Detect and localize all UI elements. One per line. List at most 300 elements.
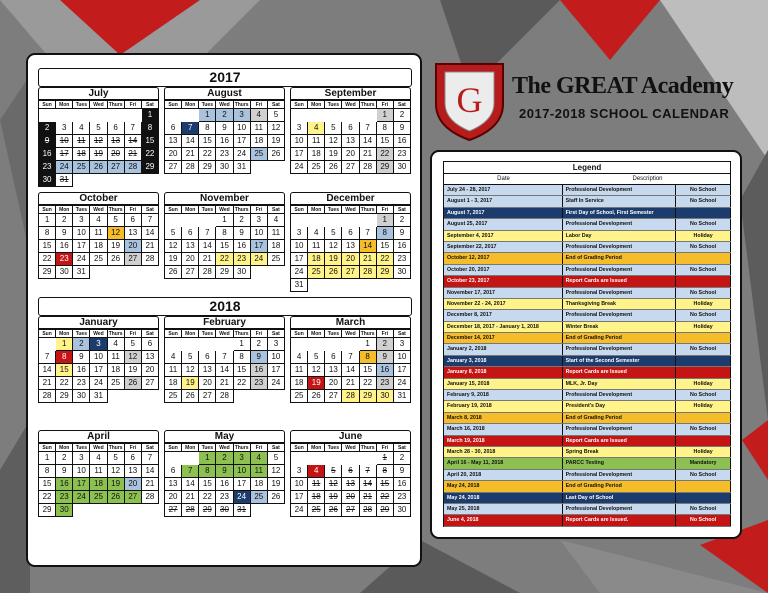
day-cell: 29 — [377, 266, 394, 279]
weekday-header: Sat — [142, 101, 159, 109]
weekday-header: Thurs — [108, 444, 125, 452]
day-cell: 21 — [216, 377, 233, 390]
legend-row — [444, 253, 731, 264]
legend-type: No School — [676, 504, 731, 514]
day-cell: 17 — [56, 148, 73, 161]
empty-cell — [39, 338, 56, 351]
day-cell: 24 — [73, 491, 90, 504]
day-cell: 14 — [216, 364, 233, 377]
empty-cell — [182, 214, 199, 227]
day-cell: 3 — [56, 122, 73, 135]
legend-type: Holiday — [676, 447, 731, 457]
day-cell: 5 — [325, 227, 342, 240]
legend-type — [676, 276, 731, 286]
legend-description: Report Cards are Issued. — [563, 515, 677, 525]
day-cell: 3 — [291, 122, 308, 135]
day-cell: 4 — [308, 227, 325, 240]
legend-date: June 4, 2018 — [444, 515, 563, 525]
day-cell: 30 — [234, 266, 251, 279]
legend-description: Thanksgiving Break — [563, 299, 677, 309]
weekday-header: Sat — [268, 206, 285, 214]
weekday-header: Thurs — [234, 444, 251, 452]
day-cell: 9 — [73, 351, 90, 364]
legend-description: Professional Development — [563, 470, 677, 480]
day-cell: 30 — [377, 390, 394, 403]
day-cell: 18 — [73, 148, 90, 161]
legend-row — [444, 310, 731, 321]
day-cell: 1 — [39, 452, 56, 465]
empty-cell — [291, 214, 308, 227]
day-cell: 14 — [360, 478, 377, 491]
day-cell: 12 — [108, 227, 125, 240]
day-cell: 19 — [165, 253, 182, 266]
day-cell: 3 — [73, 214, 90, 227]
day-cell: 2 — [394, 109, 411, 122]
legend-type: Holiday — [676, 401, 731, 411]
empty-cell — [165, 109, 182, 122]
day-cell: 31 — [234, 161, 251, 174]
day-cell: 17 — [394, 364, 411, 377]
weekday-header: Sun — [291, 444, 308, 452]
day-cell: 25 — [90, 491, 107, 504]
school-name: The GREAT Academy — [512, 73, 734, 99]
weekday-header: Thurs — [234, 330, 251, 338]
day-cell: 5 — [90, 122, 107, 135]
legend-description: Professional Development — [563, 219, 677, 229]
weekday-header: Mon — [182, 101, 199, 109]
weekday-header: Mon — [56, 206, 73, 214]
day-cell: 1 — [377, 214, 394, 227]
legend-description: End of Grading Period — [563, 333, 677, 343]
legend-type: No School — [676, 310, 731, 320]
weekday-header: Mon — [182, 444, 199, 452]
legend-description: Winter Break — [563, 322, 677, 332]
day-cell: 26 — [268, 491, 285, 504]
day-cell: 17 — [234, 478, 251, 491]
day-cell: 23 — [73, 377, 90, 390]
day-cell: 27 — [125, 491, 142, 504]
weekday-header: Fri — [125, 330, 142, 338]
legend-row — [444, 196, 731, 207]
legend-description: End of Grading Period — [563, 253, 677, 263]
day-cell: 20 — [125, 240, 142, 253]
day-cell: 24 — [291, 266, 308, 279]
legend-description: PARCC Testing — [563, 458, 677, 468]
day-cell: 25 — [90, 253, 107, 266]
legend-date: April 16 - May 11, 2018 — [444, 458, 563, 468]
day-cell: 2 — [56, 214, 73, 227]
month-december — [290, 192, 411, 301]
day-cell: 4 — [291, 351, 308, 364]
day-cell: 21 — [142, 478, 159, 491]
day-cell: 8 — [199, 122, 216, 135]
day-cell: 22 — [377, 148, 394, 161]
day-cell: 4 — [251, 109, 268, 122]
empty-cell — [90, 109, 107, 122]
year-heading-2017: 2017 — [38, 68, 412, 87]
day-cell: 2 — [216, 452, 233, 465]
day-cell: 6 — [125, 214, 142, 227]
month-grid — [290, 443, 411, 517]
legend-description: Professional Development — [563, 504, 677, 514]
calendar-subtitle: 2017-2018 SCHOOL CALENDAR — [519, 106, 730, 121]
day-cell: 6 — [199, 351, 216, 364]
day-cell: 7 — [360, 227, 377, 240]
day-cell: 22 — [377, 491, 394, 504]
day-cell: 27 — [325, 390, 342, 403]
weekday-header: Thurs — [360, 330, 377, 338]
legend-description: Start of the Second Semester — [563, 356, 677, 366]
day-cell: 18 — [90, 478, 107, 491]
day-cell: 12 — [268, 122, 285, 135]
legend-row — [444, 276, 731, 287]
month-title: July — [38, 87, 159, 100]
day-cell: 6 — [182, 227, 199, 240]
day-cell: 28 — [360, 504, 377, 517]
day-cell: 9 — [377, 351, 394, 364]
day-cell: 1 — [360, 338, 377, 351]
legend-row — [444, 356, 731, 367]
day-cell: 2 — [56, 452, 73, 465]
day-cell: 9 — [234, 227, 251, 240]
day-cell: 17 — [90, 364, 107, 377]
day-cell: 6 — [142, 338, 159, 351]
weekday-header: Mon — [56, 101, 73, 109]
day-cell: 15 — [39, 240, 56, 253]
day-cell: 30 — [56, 504, 73, 517]
day-cell: 23 — [377, 377, 394, 390]
day-cell: 28 — [182, 504, 199, 517]
day-cell: 22 — [39, 491, 56, 504]
day-cell: 10 — [251, 227, 268, 240]
weekday-header: Mon — [182, 330, 199, 338]
day-cell: 5 — [125, 338, 142, 351]
day-cell: 16 — [394, 240, 411, 253]
empty-cell — [325, 452, 342, 465]
day-cell: 19 — [325, 253, 342, 266]
weekday-header: Sat — [268, 330, 285, 338]
day-cell: 13 — [165, 135, 182, 148]
weekday-header: Wed — [216, 206, 233, 214]
empty-cell — [308, 452, 325, 465]
legend-type: No School — [676, 219, 731, 229]
day-cell: 19 — [108, 240, 125, 253]
day-cell: 26 — [325, 266, 342, 279]
day-cell: 15 — [377, 135, 394, 148]
legend-date: October 23, 2017 — [444, 276, 563, 286]
day-cell: 1 — [56, 338, 73, 351]
day-cell: 31 — [56, 174, 73, 187]
day-cell: 10 — [291, 135, 308, 148]
day-cell: 26 — [325, 504, 342, 517]
legend-row — [444, 219, 731, 230]
day-cell: 7 — [342, 351, 359, 364]
legend-date: November 17, 2017 — [444, 288, 563, 298]
day-cell: 14 — [360, 135, 377, 148]
weekday-header: Mon — [308, 330, 325, 338]
day-cell: 13 — [342, 478, 359, 491]
day-cell: 7 — [182, 465, 199, 478]
day-cell: 7 — [360, 122, 377, 135]
day-cell: 17 — [291, 491, 308, 504]
legend-description: Spring Break — [563, 447, 677, 457]
day-cell: 30 — [394, 161, 411, 174]
day-cell: 8 — [39, 227, 56, 240]
day-cell: 26 — [165, 266, 182, 279]
day-cell: 13 — [199, 364, 216, 377]
day-cell: 15 — [377, 240, 394, 253]
empty-cell — [342, 214, 359, 227]
empty-cell — [360, 452, 377, 465]
legend-panel — [430, 150, 742, 539]
weekday-header: Tues — [73, 101, 90, 109]
day-cell: 23 — [394, 148, 411, 161]
day-cell: 20 — [342, 253, 359, 266]
empty-cell — [56, 109, 73, 122]
day-cell: 12 — [165, 240, 182, 253]
legend-date: September 22, 2017 — [444, 242, 563, 252]
weekday-header: Thurs — [360, 206, 377, 214]
day-cell: 3 — [90, 338, 107, 351]
day-cell: 13 — [342, 135, 359, 148]
legend-date: December 18, 2017 - January 1, 2018 — [444, 322, 563, 332]
day-cell: 13 — [142, 351, 159, 364]
month-grid — [38, 205, 159, 279]
day-cell: 3 — [394, 338, 411, 351]
legend-row — [444, 436, 731, 447]
legend-type — [676, 208, 731, 218]
day-cell: 12 — [125, 351, 142, 364]
weekday-header: Tues — [325, 206, 342, 214]
weekday-header: Fri — [377, 101, 394, 109]
legend-description: MLK, Jr. Day — [563, 379, 677, 389]
legend-date: May 25, 2018 — [444, 504, 563, 514]
day-cell: 3 — [291, 227, 308, 240]
weekday-header: Thurs — [108, 101, 125, 109]
weekday-header: Sun — [165, 330, 182, 338]
day-cell: 25 — [108, 377, 125, 390]
day-cell: 23 — [234, 253, 251, 266]
empty-cell — [360, 214, 377, 227]
weekday-header: Thurs — [234, 206, 251, 214]
day-cell: 30 — [39, 174, 56, 187]
legend-type — [676, 356, 731, 366]
day-cell: 7 — [39, 351, 56, 364]
day-cell: 6 — [165, 122, 182, 135]
day-cell: 1 — [377, 109, 394, 122]
weekday-header: Tues — [325, 330, 342, 338]
day-cell: 12 — [268, 465, 285, 478]
day-cell: 16 — [56, 240, 73, 253]
day-cell: 21 — [142, 240, 159, 253]
day-cell: 28 — [182, 161, 199, 174]
legend-date: August 7, 2017 — [444, 208, 563, 218]
empty-cell — [165, 214, 182, 227]
legend-description: Report Cards are Issued — [563, 367, 677, 377]
weekday-header: Fri — [377, 206, 394, 214]
day-cell: 24 — [234, 491, 251, 504]
day-cell: 27 — [342, 504, 359, 517]
legend-row — [444, 447, 731, 458]
weekday-header: Tues — [199, 101, 216, 109]
day-cell: 10 — [291, 240, 308, 253]
day-cell: 17 — [234, 135, 251, 148]
day-cell: 16 — [216, 478, 233, 491]
empty-cell — [182, 109, 199, 122]
legend-row — [444, 458, 731, 469]
day-cell: 8 — [377, 227, 394, 240]
weekday-header: Tues — [73, 206, 90, 214]
legend-description: Professional Development — [563, 424, 677, 434]
day-cell: 25 — [251, 148, 268, 161]
month-title: March — [290, 316, 411, 329]
day-cell: 30 — [394, 266, 411, 279]
day-cell: 17 — [73, 240, 90, 253]
day-cell: 22 — [199, 491, 216, 504]
weekday-header: Wed — [342, 206, 359, 214]
weekday-header: Wed — [342, 444, 359, 452]
day-cell: 30 — [216, 161, 233, 174]
weekday-header: Wed — [90, 330, 107, 338]
day-cell: 9 — [39, 135, 56, 148]
day-cell: 20 — [199, 377, 216, 390]
legend-row — [444, 493, 731, 504]
day-cell: 21 — [125, 148, 142, 161]
day-cell: 14 — [125, 135, 142, 148]
legend-type: Holiday — [676, 322, 731, 332]
day-cell: 8 — [56, 351, 73, 364]
weekday-header: Sun — [39, 330, 56, 338]
month-grid — [290, 100, 411, 174]
day-cell: 10 — [56, 135, 73, 148]
year-heading-2018: 2018 — [38, 297, 412, 316]
day-cell: 7 — [199, 227, 216, 240]
weekday-header: Sat — [268, 444, 285, 452]
day-cell: 24 — [291, 161, 308, 174]
day-cell: 6 — [325, 351, 342, 364]
day-cell: 5 — [182, 351, 199, 364]
day-cell: 18 — [308, 148, 325, 161]
empty-cell — [308, 338, 325, 351]
weekday-header: Sun — [165, 444, 182, 452]
day-cell: 22 — [199, 148, 216, 161]
weekday-header: Wed — [342, 101, 359, 109]
legend-row — [444, 299, 731, 310]
day-cell: 24 — [394, 377, 411, 390]
legend-type: Holiday — [676, 299, 731, 309]
day-cell: 8 — [199, 465, 216, 478]
day-cell: 23 — [216, 148, 233, 161]
day-cell: 26 — [182, 390, 199, 403]
day-cell: 14 — [182, 478, 199, 491]
day-cell: 19 — [90, 148, 107, 161]
day-cell: 29 — [39, 266, 56, 279]
weekday-header: Fri — [125, 101, 142, 109]
empty-cell — [125, 109, 142, 122]
day-cell: 11 — [108, 351, 125, 364]
day-cell: 3 — [234, 109, 251, 122]
day-cell: 5 — [165, 227, 182, 240]
day-cell: 6 — [342, 227, 359, 240]
day-cell: 1 — [142, 109, 159, 122]
day-cell: 7 — [142, 452, 159, 465]
day-cell: 16 — [216, 135, 233, 148]
day-cell: 6 — [165, 465, 182, 478]
day-cell: 11 — [251, 122, 268, 135]
day-cell: 10 — [234, 465, 251, 478]
day-cell: 23 — [56, 253, 73, 266]
day-cell: 28 — [39, 390, 56, 403]
day-cell: 30 — [216, 504, 233, 517]
logo-letter: G — [456, 80, 483, 120]
day-cell: 19 — [325, 148, 342, 161]
day-cell: 2 — [377, 338, 394, 351]
day-cell: 27 — [165, 161, 182, 174]
day-cell: 21 — [182, 491, 199, 504]
day-cell: 9 — [394, 227, 411, 240]
month-november — [164, 192, 285, 301]
day-cell: 26 — [325, 161, 342, 174]
day-cell: 8 — [360, 351, 377, 364]
weekday-header: Wed — [90, 206, 107, 214]
legend-row — [444, 322, 731, 333]
weekday-header: Tues — [73, 444, 90, 452]
legend-type: No School — [676, 424, 731, 434]
calendar-panel — [26, 53, 422, 567]
day-cell: 3 — [73, 452, 90, 465]
day-cell: 29 — [377, 161, 394, 174]
day-cell: 5 — [108, 452, 125, 465]
day-cell: 21 — [360, 491, 377, 504]
day-cell: 5 — [268, 109, 285, 122]
day-cell: 20 — [182, 253, 199, 266]
day-cell: 7 — [182, 122, 199, 135]
day-cell: 11 — [268, 227, 285, 240]
day-cell: 22 — [142, 148, 159, 161]
day-cell: 14 — [199, 240, 216, 253]
day-cell: 6 — [342, 122, 359, 135]
legend-date: December 14, 2017 — [444, 333, 563, 343]
day-cell: 11 — [90, 227, 107, 240]
legend-row — [444, 515, 731, 526]
day-cell: 24 — [251, 253, 268, 266]
day-cell: 8 — [377, 122, 394, 135]
day-cell: 28 — [360, 161, 377, 174]
day-cell: 5 — [325, 465, 342, 478]
day-cell: 18 — [268, 240, 285, 253]
legend-description: Professional Development — [563, 310, 677, 320]
legend-title: Legend — [443, 161, 731, 174]
weekday-header: Wed — [342, 330, 359, 338]
day-cell: 17 — [291, 148, 308, 161]
weekday-header: Sat — [142, 206, 159, 214]
month-august — [164, 87, 285, 196]
day-cell: 22 — [234, 377, 251, 390]
weekday-header: Wed — [216, 444, 233, 452]
day-cell: 1 — [216, 214, 233, 227]
weekday-header: Sat — [394, 206, 411, 214]
weekday-header: Wed — [216, 330, 233, 338]
legend-date: March 8, 2018 — [444, 413, 563, 423]
day-cell: 7 — [216, 351, 233, 364]
day-cell: 8 — [377, 465, 394, 478]
day-cell: 15 — [216, 240, 233, 253]
day-cell: 19 — [268, 478, 285, 491]
weekday-header: Mon — [56, 330, 73, 338]
day-cell: 11 — [291, 364, 308, 377]
empty-cell — [73, 109, 90, 122]
day-cell: 18 — [308, 491, 325, 504]
